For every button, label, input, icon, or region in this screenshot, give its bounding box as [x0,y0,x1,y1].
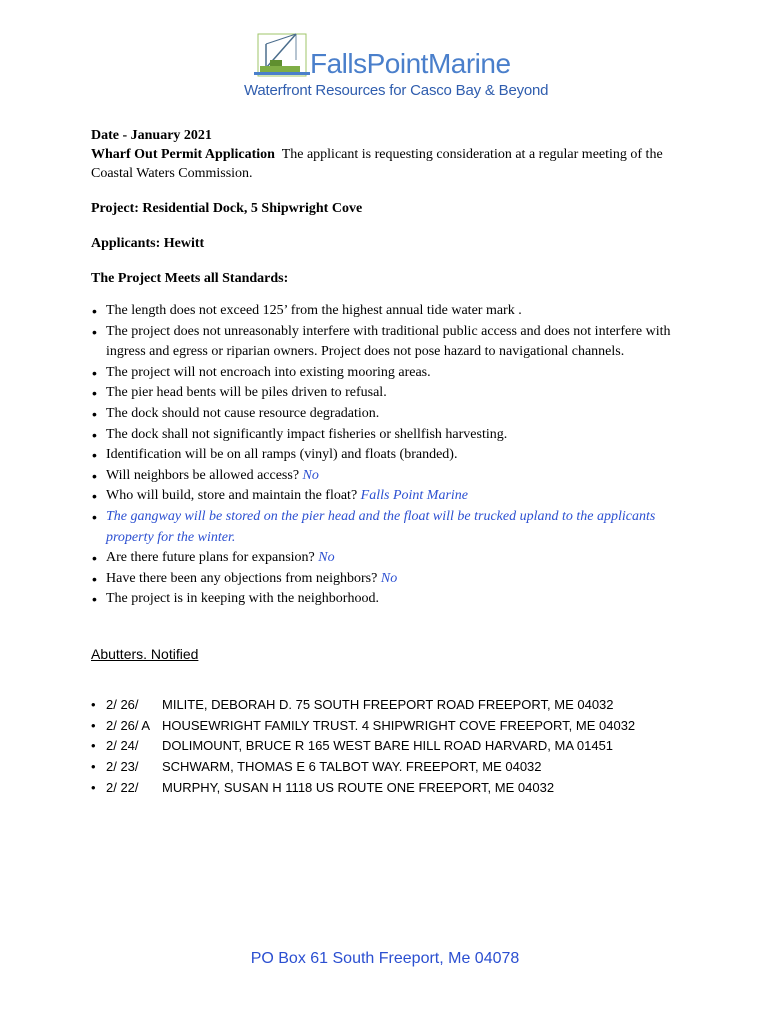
permit-paragraph [91,145,681,183]
abutters-list [91,695,731,799]
list-item: • 2/ 22/ MURPHY, SUSAN H 1118 US ROUTE ONE FREEPORT, ME 04032 [91,779,555,795]
company-logo [244,30,549,104]
answer-text: Falls Point Marine [360,488,468,504]
standards-heading: The Project Meets all Standards: [91,271,289,286]
standards-list [91,301,681,610]
list-item: • Identification will be on all ramps (vinyl) and floats (branded). [91,445,681,466]
list-item: • The project does not unreasonably interfere with traditional public access and does not interfere with ingress and egress or riparian owners. Project does not pose hazard to navigational channels. [91,322,681,363]
list-item: • Who will build, store and maintain the float? Falls Point Marine [91,486,681,507]
answer-text: The gangway will be stored on the pier head and the float will be trucked upland to the applicants property for the winter. [106,508,656,545]
applicants-line: Applicants: Hewitt [91,236,205,251]
footer-address: PO Box 61 South Freeport, Me 04078 [250,950,520,967]
answer-text: No [380,570,398,586]
permit-text: The applicant is requesting consideration at a regular meeting of the Coastal Waters Commission. [91,147,663,181]
date-line: Date - January 2021 [91,128,212,143]
list-item: • 2/ 23/ SCHWARM, THOMAS E 6 TALBOT WAY. FREEPORT, ME 04032 [91,759,542,775]
list-item: • The dock should not cause resource degradation. [91,404,681,425]
permit-label: Wharf Out Permit Application [91,147,275,162]
list-item: • The pier head bents will be piles driven to refusal. [91,383,681,404]
logo-tagline: Waterfront Resources for Casco Bay & Beyond [244,82,549,99]
list-item: • The project is in keeping with the neighborhood. [91,589,681,610]
list-item: • The project will not encroach into existing mooring areas. [91,363,681,384]
list-item: • 2/ 26/ A HOUSEWRIGHT FAMILY TRUST. 4 SHIPWRIGHT COVE FREEPORT, ME 04032 [91,717,636,733]
letter-body [91,126,681,610]
answer-text: No [318,550,335,566]
list-item: • 2/ 26/ MILITE, DEBORAH D. 75 SOUTH FREEPORT ROAD FREEPORT, ME 04032 [91,697,614,712]
list-item: • Will neighbors be allowed access? No [91,466,681,487]
list-item: • The length does not exceed 125’ from the highest annual tide water mark . [91,301,681,322]
project-line: Project: Residential Dock, 5 Shipwright Cove [91,201,363,216]
boat-crane-icon [252,30,312,80]
list-item: • 2/ 24/ DOLIMOUNT, BRUCE R 165 WEST BARE HILL ROAD HARVARD, MA 01451 [91,738,614,754]
list-item: • The dock shall not significantly impact fisheries or shellfish harvesting. [91,425,681,446]
list-item [91,507,681,548]
answer-text: No [302,467,319,483]
logo-brand-text: FallsPointMarine [310,48,511,79]
list-item: • Are there future plans for expansion? No [91,548,681,569]
list-item: • Have there been any objections from neighbors? No [91,569,681,590]
abutters-title: Abutters. Notified [91,646,199,662]
